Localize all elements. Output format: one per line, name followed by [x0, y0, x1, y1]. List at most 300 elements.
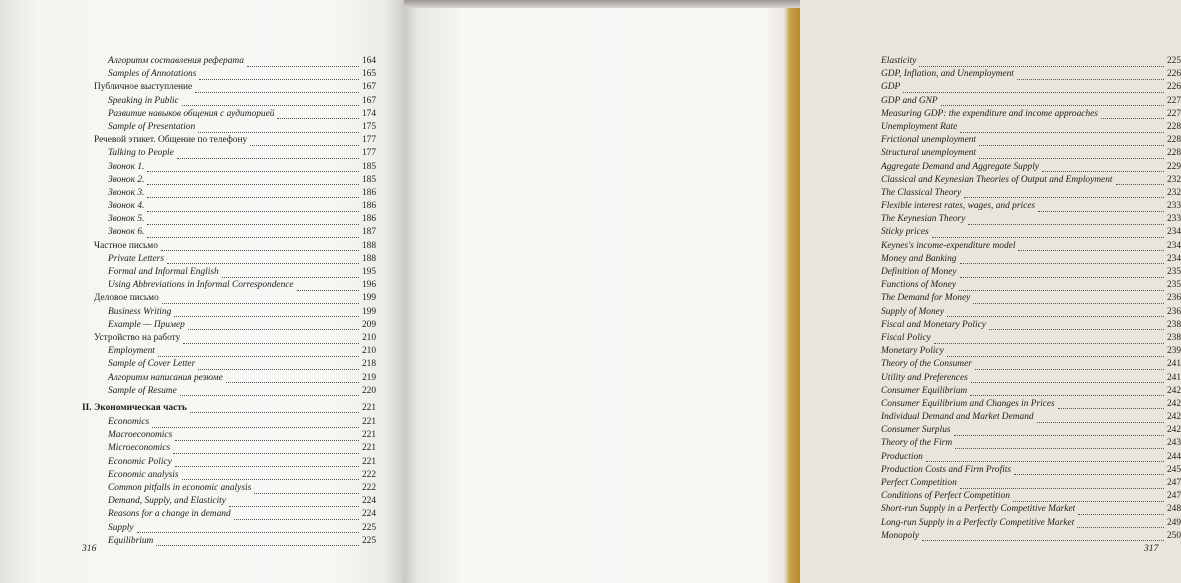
toc-entry-page: 238	[1166, 319, 1181, 330]
toc-entry-page: 224	[361, 509, 376, 520]
toc-entry-title: Звонок 4.	[108, 201, 145, 212]
dot-leader	[147, 175, 359, 185]
toc-entry-title: Production Costs and Firm Profits	[881, 464, 1012, 475]
toc-entry-page: 226	[1166, 82, 1181, 93]
dot-leader	[167, 254, 359, 264]
dot-leader	[1077, 518, 1164, 528]
toc-entry-page: 186	[361, 201, 376, 212]
toc-entry-page: 195	[361, 267, 376, 277]
toc-entry	[82, 306, 376, 319]
toc-entry-page: 221	[361, 430, 376, 441]
toc-entry-title: GDP	[881, 82, 901, 93]
toc-entry	[82, 108, 376, 121]
dot-leader	[1038, 202, 1164, 212]
toc-entry-page: 221	[361, 402, 376, 413]
toc-entry-page: 238	[1166, 332, 1181, 343]
toc-entry-page: 242	[1166, 385, 1181, 396]
dot-leader	[147, 202, 359, 212]
dot-leader	[1013, 492, 1164, 502]
toc-entry	[878, 319, 1181, 332]
toc-entry-page: 235	[1166, 267, 1181, 277]
toc-entry-page: 228	[1166, 135, 1181, 146]
toc-entry	[82, 200, 376, 213]
toc-entry-title: Sticky prices	[881, 227, 929, 238]
dot-leader	[158, 347, 359, 357]
toc-entry	[82, 95, 376, 108]
dot-leader	[989, 320, 1164, 330]
toc-entry-page: 228	[1166, 121, 1181, 132]
toc-entry-title: Алгоритм составления реферата	[108, 56, 244, 66]
toc-entry-title: Keynes's income-expenditure model	[881, 240, 1016, 251]
toc-entry-page: 165	[361, 69, 376, 80]
dot-leader	[941, 96, 1164, 106]
dot-leader	[922, 531, 1164, 541]
toc-entry-title: Talking to People	[108, 148, 174, 159]
toc-entry-title: Sample of Resume	[108, 385, 177, 396]
toc-entry-title: Formal and Informal English	[108, 267, 219, 277]
dot-leader	[147, 228, 359, 238]
toc-entry	[82, 266, 376, 279]
toc-entry-title: Macroeconomics	[108, 430, 173, 441]
toc-entry	[878, 464, 1181, 477]
toc-entry	[878, 108, 1181, 121]
dot-leader	[1078, 505, 1164, 515]
toc-entry-title: Microeconomics	[108, 443, 171, 454]
right-page-number: 317	[1144, 543, 1159, 554]
toc-entry-page: 186	[361, 187, 376, 198]
toc-entry-page: 243	[1166, 438, 1181, 449]
dot-leader	[137, 523, 359, 533]
dot-leader	[247, 57, 359, 67]
dot-leader	[177, 149, 359, 159]
dot-leader	[934, 334, 1164, 344]
toc-entry-page: 242	[1166, 425, 1181, 436]
toc-entry-title: Fiscal and Monetary Policy	[881, 319, 986, 330]
toc-entry-page: 228	[1166, 148, 1181, 159]
toc-entry-page: 229	[1166, 161, 1181, 172]
toc-entry	[82, 495, 376, 508]
toc-entry	[878, 200, 1181, 213]
toc-entry	[82, 319, 376, 332]
toc-entry-page: 226	[1166, 69, 1181, 80]
toc-entry	[878, 385, 1181, 398]
toc-entry-title: Устройство на работу	[94, 332, 181, 343]
toc-entry	[878, 161, 1181, 174]
toc-entry	[878, 490, 1181, 503]
dot-leader	[955, 439, 1164, 449]
toc-entry-title: Definition of Money	[881, 267, 957, 277]
left-page	[0, 0, 404, 583]
toc-entry-page: 210	[361, 346, 376, 357]
toc-entry-title: Публичное выступление	[94, 82, 193, 93]
toc-entry-title: Звонок 2.	[108, 174, 145, 185]
toc-entry	[82, 469, 376, 482]
toc-entry-title: Economic analysis	[108, 469, 179, 480]
toc-entry-page: 196	[361, 280, 376, 291]
toc-entry	[82, 253, 376, 266]
dot-leader	[979, 136, 1164, 146]
toc-entry	[878, 292, 1181, 305]
toc-entry-title: Equilibrium	[108, 535, 154, 546]
dot-leader	[198, 123, 359, 133]
toc-entry-page: 221	[361, 456, 376, 467]
toc-entry-page: 234	[1166, 253, 1181, 264]
dot-leader	[173, 444, 359, 454]
toc-entry-title: Частное письмо	[94, 240, 158, 251]
toc-entry	[82, 482, 376, 495]
dot-leader	[947, 307, 1164, 317]
toc-entry-title: Business Writing	[108, 306, 172, 317]
toc-entry	[878, 517, 1181, 530]
toc-entry	[82, 372, 376, 385]
toc-entry-title: Звонок 3.	[108, 187, 145, 198]
toc-entry-page: 199	[361, 306, 376, 317]
dot-leader	[190, 403, 359, 413]
toc-entry-page: 232	[1166, 174, 1181, 185]
toc-entry-title: Theory of the Firm	[881, 438, 953, 449]
toc-entry-title: Utility and Preferences	[881, 372, 968, 383]
toc-entry	[878, 266, 1181, 279]
toc-entry-page: 199	[361, 293, 376, 304]
toc-entry-page: 222	[361, 483, 376, 493]
toc-entry-title: Звонок 5.	[108, 214, 145, 225]
toc-entry-title: Structural unemployment	[881, 148, 977, 159]
toc-entry-page: 174	[361, 108, 376, 119]
toc-entry-title: Elasticity	[881, 56, 917, 66]
toc-entry	[878, 240, 1181, 253]
dot-leader	[175, 431, 359, 441]
toc-entry	[82, 508, 376, 521]
toc-entry	[82, 358, 376, 371]
dot-leader	[959, 281, 1164, 291]
toc-entry-page: 227	[1166, 108, 1181, 119]
dot-leader	[1116, 175, 1164, 185]
toc-entry-title: Example — Пример	[108, 319, 185, 330]
toc-entry-page: 167	[361, 82, 376, 93]
toc-entry-title: Samples of Annotations	[108, 69, 197, 80]
toc-entry-title: Measuring GDP: the expenditure and income approaches	[881, 108, 1098, 119]
dot-leader	[198, 360, 359, 370]
toc-entry	[878, 134, 1181, 147]
toc-entry-page: 164	[361, 56, 376, 66]
toc-entry-title: Money and Banking	[881, 253, 957, 264]
toc-entry-page: 232	[1166, 187, 1181, 198]
toc-entry-title: Звонок 1.	[108, 161, 145, 172]
toc-entry-title: Economic Policy	[108, 456, 172, 467]
toc-entry-title: Consumer Equilibrium	[881, 385, 968, 396]
toc-entry-title: Supply	[108, 522, 134, 533]
dot-leader	[1017, 70, 1164, 80]
toc-entry-page: 167	[361, 95, 376, 106]
toc-entry-page: 233	[1166, 214, 1181, 225]
toc-entry	[82, 385, 376, 398]
toc-entry	[878, 530, 1181, 543]
toc-entry-page: 209	[361, 319, 376, 330]
dot-leader	[182, 96, 359, 106]
toc-entry-page: 186	[361, 214, 376, 225]
dot-leader	[960, 268, 1164, 278]
toc-entry-page: 247	[1166, 491, 1181, 502]
dot-leader	[147, 162, 359, 172]
toc-entry-title: Consumer Equilibrium and Changes in Prices	[881, 398, 1055, 409]
toc-entry	[82, 429, 376, 442]
toc-entry-title: Consumer Surplus	[881, 425, 951, 436]
toc-entry-title: Fiscal Policy	[881, 332, 931, 343]
toc-entry-title: Functions of Money	[881, 280, 956, 291]
toc-entry-page: 218	[361, 359, 376, 370]
toc-entry	[82, 134, 376, 147]
toc-entry	[878, 187, 1181, 200]
toc-entry	[82, 416, 376, 429]
toc-entry-title: GDP and GNP	[881, 95, 938, 106]
dot-leader	[1018, 241, 1164, 251]
toc-entry-page: 177	[361, 135, 376, 146]
toc-entry-title: The Keynesian Theory	[881, 214, 966, 225]
toc-entry	[878, 147, 1181, 160]
toc-entry	[82, 187, 376, 200]
dot-leader	[947, 347, 1164, 357]
toc-entry-page: 245	[1166, 464, 1181, 475]
toc-entry	[82, 279, 376, 292]
toc-entry	[878, 55, 1181, 68]
dot-leader	[1037, 413, 1164, 423]
toc-entry-page: 235	[1166, 280, 1181, 291]
dot-leader	[222, 268, 359, 278]
dot-leader	[199, 70, 359, 80]
dot-leader	[932, 228, 1164, 238]
dot-leader	[147, 215, 359, 225]
dot-leader	[174, 307, 359, 317]
left-table-of-contents	[82, 55, 376, 548]
toc-entry	[878, 174, 1181, 187]
dot-leader	[226, 373, 359, 383]
toc-entry-title: II. Экономическая часть	[82, 402, 187, 413]
toc-entry-title: Sample of Presentation	[108, 121, 196, 132]
toc-entry-page: 234	[1166, 227, 1181, 238]
toc-entry-page: 185	[361, 174, 376, 185]
toc-entry-title: Conditions of Perfect Competition	[881, 491, 1010, 502]
toc-entry-page: 225	[361, 535, 376, 546]
toc-entry	[82, 442, 376, 455]
toc-entry-page: 210	[361, 332, 376, 343]
toc-entry	[82, 68, 376, 81]
dot-leader	[161, 241, 359, 251]
toc-entry-page: 219	[361, 372, 376, 383]
toc-entry	[82, 345, 376, 358]
dot-leader	[182, 470, 359, 480]
toc-entry-title: Individual Demand and Market Demand	[881, 412, 1034, 423]
toc-entry-page: 236	[1166, 293, 1181, 304]
right-page	[404, 0, 1181, 583]
toc-entry	[878, 411, 1181, 424]
toc-entry	[878, 372, 1181, 385]
toc-entry-page: 225	[361, 522, 376, 533]
dot-leader	[919, 57, 1164, 67]
toc-entry-title: The Demand for Money	[881, 293, 971, 304]
toc-entry-title: Supply of Money	[881, 306, 945, 317]
toc-entry-title: Sample of Cover Letter	[108, 359, 196, 370]
toc-entry-title: Unemployment Rate	[881, 121, 958, 132]
toc-entry-title: Звонок 6.	[108, 227, 145, 238]
dot-leader	[979, 149, 1164, 159]
toc-entry-title: Flexible interest rates, wages, and prices	[881, 201, 1036, 212]
toc-entry-title: Theory of the Consumer	[881, 359, 972, 370]
dot-leader	[926, 452, 1164, 462]
toc-entry	[82, 402, 376, 415]
toc-entry	[878, 95, 1181, 108]
dot-leader	[903, 83, 1164, 93]
toc-entry	[878, 477, 1181, 490]
toc-entry	[878, 279, 1181, 292]
toc-entry	[82, 535, 376, 548]
toc-entry-page: 249	[1166, 517, 1181, 528]
toc-entry-title: Common pitfalls in economic analysis	[108, 483, 252, 493]
toc-entry-page: 220	[361, 385, 376, 396]
dot-leader	[234, 510, 359, 520]
dot-leader	[970, 386, 1164, 396]
toc-entry-title: Perfect Competition	[881, 478, 957, 488]
toc-entry	[878, 213, 1181, 226]
toc-entry-page: 236	[1166, 306, 1181, 317]
toc-entry	[878, 358, 1181, 371]
toc-entry-title: Monopoly	[881, 530, 920, 541]
toc-entry-page: 225	[1166, 56, 1181, 66]
toc-entry	[82, 174, 376, 187]
toc-entry	[82, 332, 376, 345]
toc-entry-title: Речевой этикет. Общение по телефону	[94, 135, 248, 146]
toc-entry	[82, 292, 376, 305]
dot-leader	[1042, 162, 1164, 172]
dot-leader	[1014, 465, 1164, 475]
toc-entry-title: Reasons for a change in demand	[108, 509, 231, 520]
dot-leader	[183, 334, 359, 344]
toc-entry	[878, 503, 1181, 516]
toc-entry-title: Развитие навыков общения с аудиторией	[108, 108, 275, 119]
toc-entry-title: Economics	[108, 417, 150, 428]
toc-entry-page: 175	[361, 121, 376, 132]
toc-entry-page: 221	[361, 417, 376, 428]
toc-entry-page: 234	[1166, 240, 1181, 251]
left-page-number: 316	[82, 543, 97, 554]
toc-entry-title: Using Abbreviations in Informal Correspondence	[108, 280, 294, 291]
toc-entry-page: 244	[1166, 451, 1181, 462]
dot-leader	[964, 188, 1164, 198]
toc-entry-page: 188	[361, 240, 376, 251]
toc-entry-page: 227	[1166, 95, 1181, 106]
dot-leader	[1101, 109, 1164, 119]
toc-entry-title: Long-run Supply in a Perfectly Competitive Market	[881, 517, 1075, 528]
dot-leader	[175, 457, 359, 467]
toc-entry	[878, 345, 1181, 358]
toc-entry	[82, 213, 376, 226]
toc-entry-page: 250	[1166, 530, 1181, 541]
toc-entry-title: Private Letters	[108, 253, 164, 264]
toc-entry-title: Employment	[108, 346, 155, 357]
toc-entry-page: 224	[361, 496, 376, 507]
dot-leader	[152, 418, 359, 428]
toc-entry-page: 242	[1166, 398, 1181, 409]
toc-entry	[878, 332, 1181, 345]
toc-entry	[82, 81, 376, 94]
toc-entry	[878, 81, 1181, 94]
toc-entry-title: Speaking in Public	[108, 95, 179, 106]
toc-entry-page: 222	[361, 469, 376, 480]
toc-entry-page: 248	[1166, 504, 1181, 515]
toc-entry-page: 187	[361, 227, 376, 238]
toc-entry	[82, 226, 376, 239]
toc-entry	[878, 253, 1181, 266]
toc-entry	[878, 226, 1181, 239]
toc-entry	[878, 121, 1181, 134]
toc-entry-title: Classical and Keynesian Theories of Output and Employment	[881, 174, 1113, 185]
toc-entry-page: 177	[361, 148, 376, 159]
dot-leader	[973, 294, 1164, 304]
toc-entry	[878, 306, 1181, 319]
dot-leader	[156, 536, 359, 546]
toc-entry	[82, 240, 376, 253]
toc-entry-title: Monetary Policy	[881, 346, 944, 357]
toc-entry	[878, 437, 1181, 450]
toc-entry-page: 239	[1166, 346, 1181, 357]
toc-entry-page: 247	[1166, 478, 1181, 488]
toc-entry-title: GDP, Inflation, and Unemployment	[881, 69, 1014, 80]
toc-entry-page: 241	[1166, 359, 1181, 370]
toc-entry	[82, 121, 376, 134]
dot-leader	[162, 294, 359, 304]
dot-leader	[960, 254, 1164, 264]
dot-leader	[971, 373, 1164, 383]
toc-entry-title: Aggregate Demand and Aggregate Supply	[881, 161, 1039, 172]
dot-leader	[954, 426, 1164, 436]
dot-leader	[297, 281, 359, 291]
dot-leader	[229, 497, 359, 507]
toc-entry-page: 241	[1166, 372, 1181, 383]
toc-entry	[878, 398, 1181, 411]
dot-leader	[250, 136, 359, 146]
dot-leader	[960, 123, 1164, 133]
toc-entry	[878, 451, 1181, 464]
toc-entry-page: 242	[1166, 412, 1181, 423]
dot-leader	[960, 479, 1164, 489]
toc-entry	[878, 68, 1181, 81]
toc-entry	[82, 55, 376, 68]
toc-entry-title: Short-run Supply in a Perfectly Competitive Market	[881, 504, 1076, 515]
toc-entry-title: The Classical Theory	[881, 187, 962, 198]
right-table-of-contents	[878, 55, 1181, 543]
dot-leader	[180, 386, 359, 396]
toc-entry	[82, 522, 376, 535]
toc-entry-title: Алгоритм написания резюме	[108, 372, 223, 383]
dot-leader	[277, 109, 359, 119]
toc-entry-page: 221	[361, 443, 376, 454]
toc-entry	[82, 147, 376, 160]
toc-entry-title: Деловое письмо	[94, 293, 159, 304]
toc-entry	[878, 424, 1181, 437]
toc-entry-page: 233	[1166, 201, 1181, 212]
toc-entry-title: Frictional unemployment	[881, 135, 977, 146]
dot-leader	[975, 360, 1164, 370]
dot-leader	[254, 484, 359, 494]
dot-leader	[1058, 399, 1164, 409]
dot-leader	[195, 83, 359, 93]
toc-entry-title: Production	[881, 451, 923, 462]
dot-leader	[188, 320, 359, 330]
toc-entry	[82, 456, 376, 469]
dot-leader	[968, 215, 1164, 225]
toc-entry-page: 185	[361, 161, 376, 172]
toc-entry-page: 188	[361, 253, 376, 264]
toc-entry	[82, 161, 376, 174]
